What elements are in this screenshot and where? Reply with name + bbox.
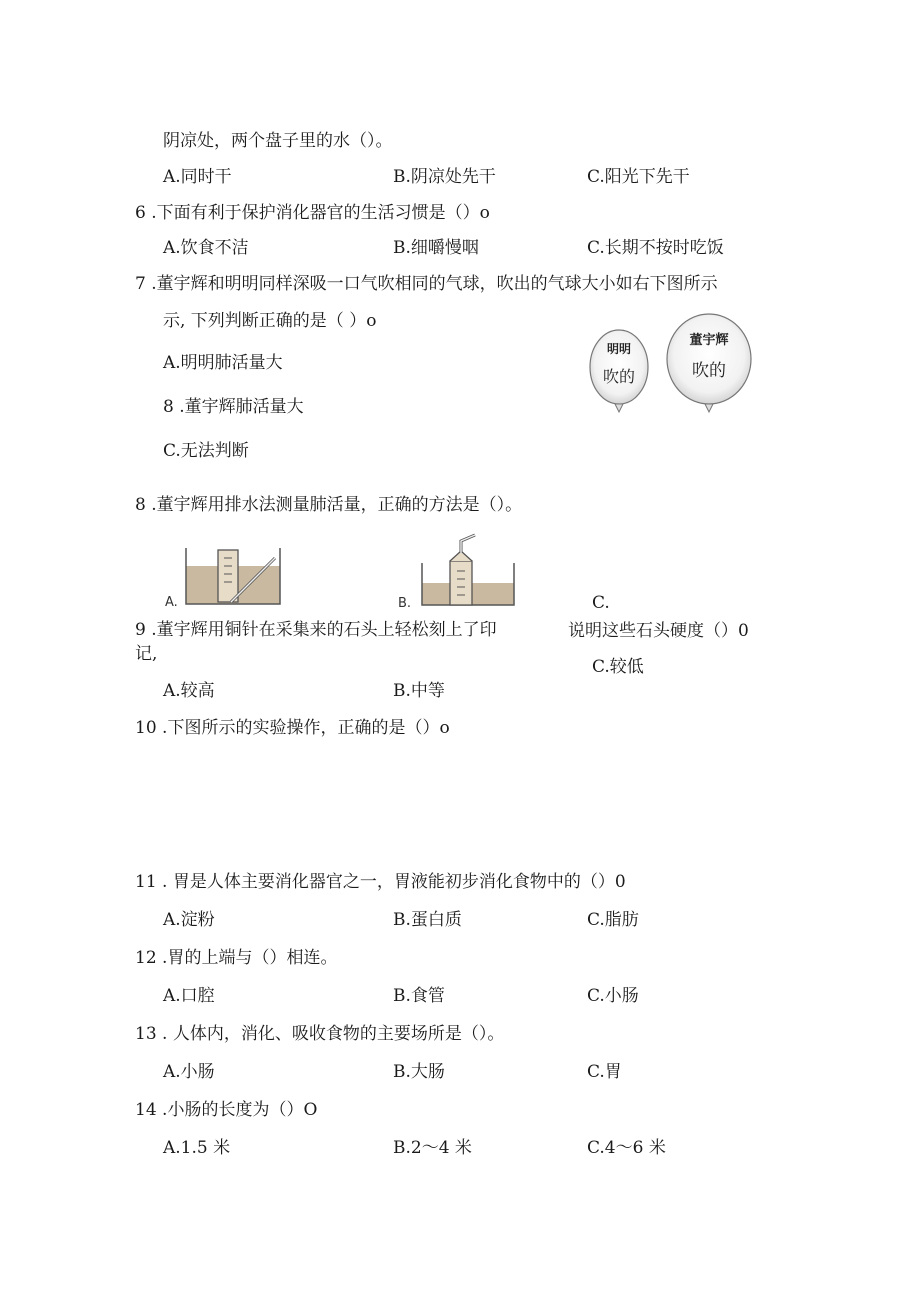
balloon-big-word: 吹的 bbox=[692, 361, 726, 381]
q8-figure-a bbox=[165, 538, 285, 610]
q14-option-a: A.1.5 米 bbox=[163, 1138, 231, 1158]
balloon-small bbox=[590, 330, 648, 412]
q6-option-a: A.饮食不洁 bbox=[163, 238, 249, 258]
q14-option-b: B.2～4 米 bbox=[393, 1138, 472, 1158]
q13-stem: 13 . 人体内，消化、吸收食物的主要场所是（）。 bbox=[135, 1024, 505, 1044]
q9-option-a: A.较高 bbox=[163, 681, 215, 701]
q13-option-a: A.小肠 bbox=[163, 1062, 215, 1082]
q12-option-c: C.小肠 bbox=[587, 986, 639, 1006]
balloon-big bbox=[667, 314, 751, 412]
q5-option-a: A.同时干 bbox=[163, 167, 232, 187]
q9-option-c: C.较低 bbox=[592, 657, 644, 677]
q8-figure-b bbox=[395, 533, 520, 610]
q6-option-b: B.细嚼慢咽 bbox=[393, 238, 479, 258]
q7-option-c: C.无法判断 bbox=[163, 441, 249, 461]
q8-figure-a-label: A. bbox=[165, 595, 178, 610]
q10-stem: 10 .下图所示的实验操作，正确的是（）o bbox=[135, 718, 450, 738]
balloon-big-name: 董宇辉 bbox=[689, 333, 729, 348]
q7-stem-line2: 示, 下列判断正确的是（ ）o bbox=[163, 311, 377, 331]
q7-option-b: 8 .董宇辉肺活量大 bbox=[163, 397, 304, 417]
q12-option-b: B.食管 bbox=[393, 986, 445, 1006]
balloons-figure bbox=[585, 312, 760, 422]
q11-option-a: A.淀粉 bbox=[163, 910, 215, 930]
q13-option-b: B.大肠 bbox=[393, 1062, 445, 1082]
q7-stem-line1: 7 .董宇辉和明明同样深吸一口气吹相同的气球，吹出的气球大小如右下图所示 bbox=[135, 274, 718, 294]
q9-stem-left: 9 .董宇辉用铜针在采集来的石头上轻松刻上了印 bbox=[135, 620, 497, 640]
q9-stem-right: 说明这些石头硬度（）0 bbox=[568, 621, 749, 641]
q6-stem: 6 .下面有利于保护消化器官的生活习惯是（）o bbox=[135, 203, 490, 223]
q5-option-b: B.阴凉处先干 bbox=[393, 167, 496, 187]
q5-stem-continuation: 阴凉处，两个盘子里的水（）。 bbox=[163, 131, 393, 151]
q14-stem: 14 .小肠的长度为（）O bbox=[135, 1100, 318, 1120]
q11-option-c: C.脂肪 bbox=[587, 910, 639, 930]
q11-stem: 11 . 胃是人体主要消化器官之一，胃液能初步消化食物中的（）0 bbox=[135, 872, 626, 892]
balloon-small-word: 吹的 bbox=[602, 367, 636, 386]
q9-stem-wrap: 记, bbox=[135, 644, 158, 664]
balloon-small-name: 明明 bbox=[606, 342, 632, 356]
q7-option-a: A.明明肺活量大 bbox=[163, 353, 283, 373]
q8-option-c: C. bbox=[592, 593, 610, 613]
q14-option-c: C.4～6 米 bbox=[587, 1138, 666, 1158]
q12-option-a: A.口腔 bbox=[163, 986, 215, 1006]
q13-option-c: C.胃 bbox=[587, 1062, 622, 1082]
q12-stem: 12 .胃的上端与（）相连。 bbox=[135, 948, 338, 968]
q11-option-b: B.蛋白质 bbox=[393, 910, 462, 930]
q5-option-c: C.阳光下先干 bbox=[587, 167, 690, 187]
q9-option-b: B.中等 bbox=[393, 681, 445, 701]
q8-stem: 8 .董宇辉用排水法测量肺活量，正确的方法是（）。 bbox=[135, 495, 523, 515]
q6-option-c: C.长期不按时吃饭 bbox=[587, 238, 724, 258]
q8-figure-b-label: B. bbox=[398, 596, 412, 610]
